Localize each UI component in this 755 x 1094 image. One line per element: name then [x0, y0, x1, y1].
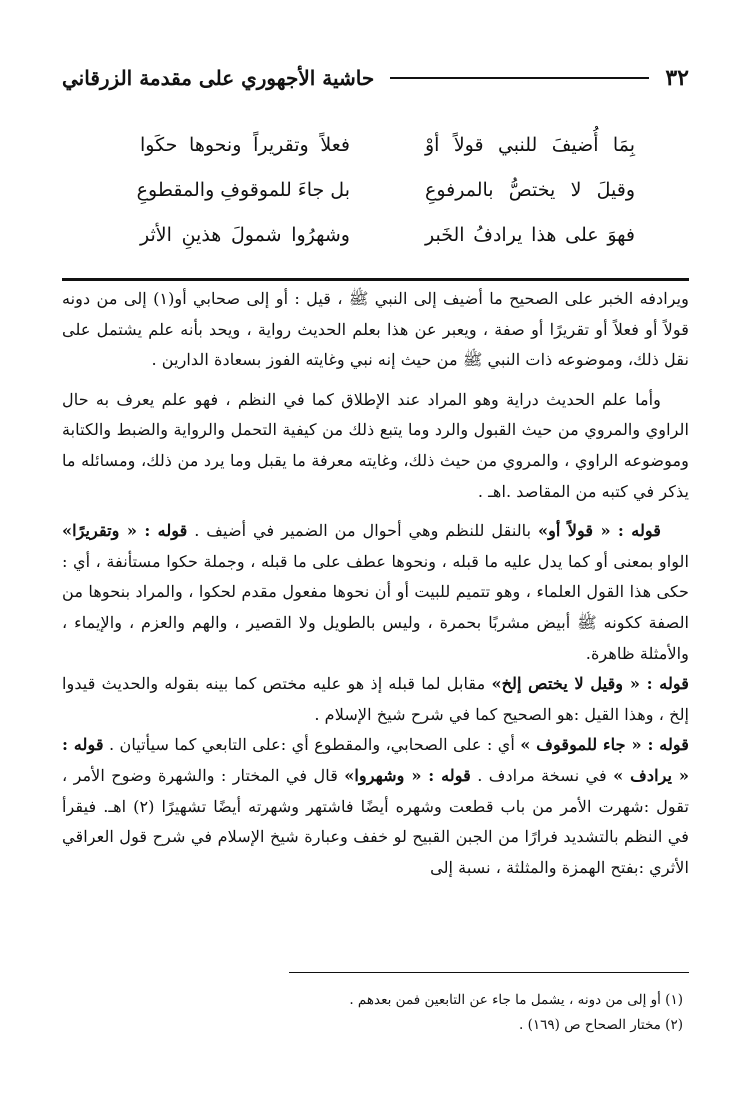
verse-first-hemistich: فهوَ على هذا يرادفُ الخَبر	[425, 223, 635, 246]
paragraph-hadith-riwaya: ويرادفه الخبر على الصحيح ما أضيف إلى النبي ﷺ ، قيل : أو إلى صحابي أو(١) إلى من دونه قولاً أو فعلاً أو تقريرًا أو صفة ، ويعبر عن هذا بعلم الحديث رواية ، ويحد بأنه علم يشتمل على نقل ذلك، وموضوعه ذات النبي ﷺ من حيث إنه نبي وغايته الفوز بسعادة الدارين .	[62, 289, 689, 370]
footnote-2: (٢) مختار الصحاح ص (١٦٩) .	[519, 1017, 683, 1033]
verse-second-hemistich: فعلاً وتقريراً ونحوها حكَوا	[140, 133, 350, 156]
verse-first-hemistich: بِمَا أُضيفَ للنبي قولاً أوْ	[425, 133, 635, 156]
gloss-text: الواو بمعنى أو كما يدل عليه ما قبله ، ونحوها عطف على ما قبله ، وجملة حكوا مستأنفة ، أي : حكى هذا القول العلماء ، وهو تتميم للبيت أو أن نحوها مفعول مقدم لحكوا ، والمراد بنحوها من الصفة ككونه ﷺ أبيض مشربًا بحمرة ، وليس بالطويل ولا القصير ، والهم والعزم ، والإيماء ، والأمثلة ظاهرة.	[62, 551, 689, 663]
gloss-text: في نسخة مرادف .	[470, 765, 614, 785]
gloss-lemma: قوله : « وتقريرًا»	[62, 521, 188, 541]
page-number: ٣٢	[665, 65, 689, 91]
paragraph-gloss-3	[62, 730, 689, 883]
paragraph-gloss-1	[62, 516, 689, 669]
verse-line	[140, 212, 635, 257]
verse-separator-rule	[62, 278, 689, 281]
gloss-lemma: قوله : « وقيل لا يختص إلخ»	[491, 674, 689, 694]
verse-line	[136, 167, 635, 212]
page-header	[62, 58, 689, 98]
paragraph-hadith-diraya: وأما علم الحديث دراية وهو المراد عند الإطلاق كما في النظم ، فهو علم يعرف به حال الراوي والمروي من حيث القبول والرد وما يتبع ذلك من كيفية التحمل والرواية والضبط والكتابة وموضوعه الراوي ، والمروي من حيث ذلك، وغايته معرفة ما يقبل وما يرد من ذلك، ومسائله ما يذكر في كتبه من المقاصد .اهـ .	[62, 389, 689, 501]
gloss-text: قال في المختار : والشهرة وضوح الأمر ، تقول :شهرت الأمر من باب قطعت وشهره أيضًا فاشتهر وشهرته أيضًا تشهيرًا (٢) اهـ. فيقرأ في النظم بالتشديد فرارًا من الجبن القبيح لو خفف وعبارة شيخ الإسلام في شرح قول العراقي الأثري :بفتح الهمزة والمثلثة ، نسبة إلى	[62, 765, 689, 877]
gloss-text: أي : على الصحابي، والمقطوع أي :على التابعي كما سيأتيان .	[103, 735, 521, 755]
gloss-lemma: قوله : « يرادف »	[62, 735, 689, 785]
verse-first-hemistich: وقيلَ لا يختصُّ بالمرفوعِ	[425, 178, 635, 201]
verse-second-hemistich: وشهرُوا شمولَ هذينِ الأثر	[140, 223, 350, 246]
footnote-1: (١) أو إلى من دونه ، يشمل ما جاء عن التابعين فمن بعدهم .	[349, 992, 683, 1008]
gloss-lemma: قوله : « جاء للموقوف »	[520, 735, 689, 755]
footnote-rule	[289, 972, 689, 973]
gloss-text: مقابل لما قبله إذ هو عليه مختص كما بينه بقوله والحديث قيدوا إلخ ، وهذا القيل :هو الصحيح كما في شرح شيخ الإسلام .	[62, 674, 689, 724]
verse-block	[136, 122, 635, 257]
gloss-text: بالنقل للنظم وهي أحوال من الضمير في أضيف .	[187, 521, 538, 541]
verse-line	[140, 122, 635, 167]
footnotes	[62, 988, 689, 1038]
gloss-lemma: قوله : « قولاً أو»	[537, 521, 661, 541]
gloss-lemma: قوله : « وشهروا»	[344, 765, 471, 785]
commentary-body	[62, 284, 689, 883]
verse-second-hemistich: بل جاءَ للموقوفِ والمقطوعِ	[136, 178, 350, 201]
header-rule	[390, 77, 649, 79]
running-title: حاشية الأجهوري على مقدمة الزرقاني	[62, 66, 375, 90]
paragraph-gloss-2	[62, 669, 689, 730]
